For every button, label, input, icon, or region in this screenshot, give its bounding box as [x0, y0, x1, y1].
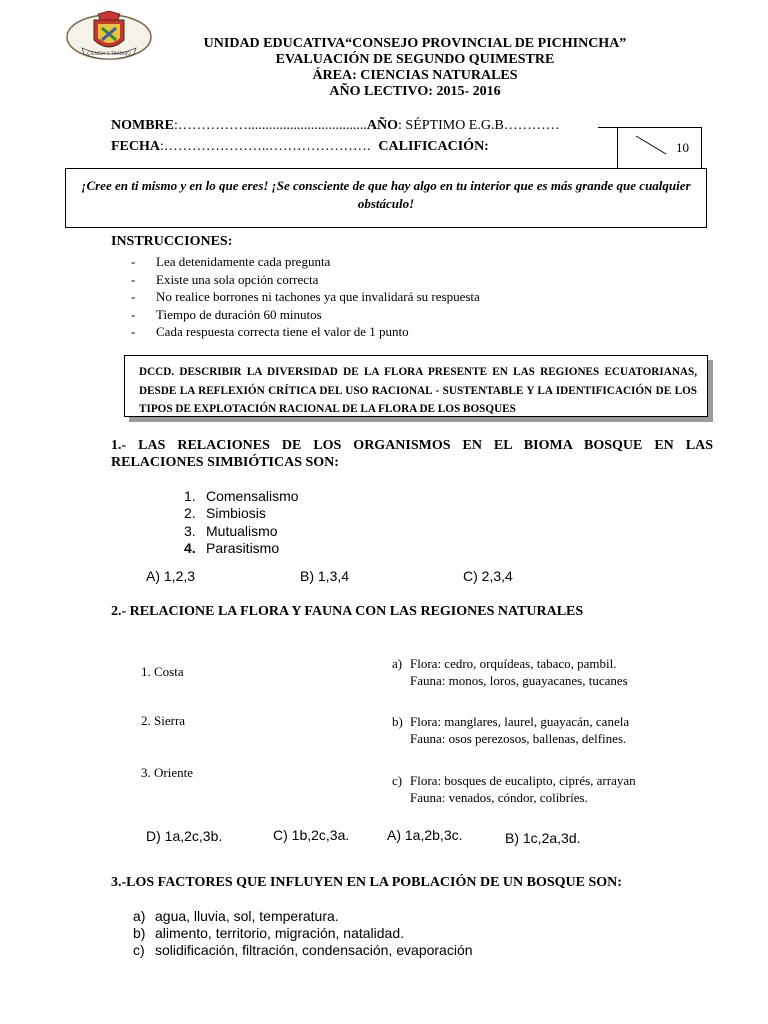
grade-box[interactable] — [617, 127, 702, 169]
question-2-title: 2.- RELACIONE LA FLORA Y FAUNA CON LAS REGIONES NATURALES — [111, 604, 584, 619]
anio-label: AÑO — [366, 118, 399, 133]
instruction-item: - Lea detenidamente cada pregunta — [131, 254, 331, 269]
pair-b: b) Flora: manglares, laurel, guayacán, canela Fauna: osos perezosos, ballenas, delfines. — [392, 714, 630, 746]
evaluation-title: EVALUACIÓN DE SEGUNDO QUIMESTRE — [275, 52, 555, 67]
grade-total: 10 — [676, 140, 689, 155]
region-costa: 1. Costa — [141, 664, 184, 679]
instructions-list — [131, 253, 480, 341]
list-item: 4. Parasitismo — [184, 539, 280, 556]
pair-c: c) Flora: bosques de eucalipto, ciprés, arrayan Fauna: venados, cóndor, colibríes. — [392, 773, 636, 805]
fecha-field[interactable]: :…………………..…………………. — [160, 139, 371, 154]
question-3-items — [133, 908, 473, 959]
school-logo — [64, 10, 154, 62]
calificacion-label: CALIFICACIÓN: — [378, 139, 489, 154]
grade-box-connector — [598, 127, 618, 128]
q2-option-c[interactable]: C) 1b,2c,3a. — [273, 827, 350, 843]
question-1-title: 1.- LAS RELACIONES DE LOS ORGANISMOS EN EL BIOMA BOSQUE EN LAS — [111, 438, 713, 453]
q2-option-b[interactable]: B) 1c,2a,3d. — [505, 830, 581, 846]
logo-ribbon-text: CIENCIA Y TRABAJO — [87, 52, 131, 57]
q1-option-b[interactable]: B) 1,3,4 — [300, 568, 350, 584]
anio-value: : SÉPTIMO E.G.B………… — [398, 118, 560, 133]
school-name: UNIDAD EDUCATIVA“CONSEJO PROVINCIAL DE PICHINCHA” — [203, 36, 627, 51]
pair-a: a) Flora: cedro, orquídeas, tabaco, pambil. Fauna: monos, loros, guayacanes, tucanes — [392, 656, 628, 688]
school-year: AÑO LECTIVO: 2015- 2016 — [329, 84, 501, 99]
list-item: 3. Mutualismo — [184, 522, 278, 539]
area-title: ÁREA: CIENCIAS NATURALES — [312, 68, 518, 83]
list-item: 2. Simbiosis — [184, 505, 266, 522]
q1-option-a[interactable]: A) 1,2,3 — [146, 568, 196, 584]
motivational-quote: ¡Cree en ti mismo y en lo que eres! ¡Se consciente de que hay algo en tu interior que es más grande que cualquier obstáculo! — [81, 178, 691, 211]
region-oriente: 3. Oriente — [141, 765, 193, 780]
q3-option-b[interactable]: b) alimento, territorio, migración, natalidad. — [133, 925, 405, 941]
instruction-item: - Tiempo de duración 60 minutos — [131, 306, 322, 322]
nombre-field[interactable]: :…………….................................. — [174, 118, 367, 133]
nombre-line — [111, 118, 560, 134]
question-1-title-cont: RELACIONES SIMBIÓTICAS SON: — [111, 455, 339, 470]
q2-option-d[interactable]: D) 1a,2c,3b. — [146, 828, 223, 844]
fecha-line — [111, 139, 489, 155]
list-item: 1. Comensalismo — [184, 488, 299, 504]
fecha-label: FECHA — [111, 139, 160, 154]
dccd-text: DCCD. DESCRIBIR LA DIVERSIDAD DE LA FLORA PRESENTE EN LAS REGIONES ECUATORIANAS, DESDE LA REFLEXIÓN CRÍTICA DEL USO RACIONAL - SUSTENTABLE Y LA IDENTIFICACIÓN DE LOS TIPOS DE EXPLOTACIÓN RACIONAL DE LA FLORA DE LOS BOSQUES — [139, 366, 697, 415]
instruction-item: - Cada respuesta correcta tiene el valor de 1 punto — [131, 324, 409, 339]
nombre-label: NOMBRE — [111, 118, 174, 133]
question-3-title: 3.-LOS FACTORES QUE INFLUYEN EN LA POBLACIÓN DE UN BOSQUE SON: — [111, 875, 622, 890]
instructions-title: INSTRUCCIONES: — [111, 234, 233, 249]
document-header — [150, 36, 680, 100]
q3-option-a[interactable]: a) agua, lluvia, sol, temperatura. — [133, 908, 339, 924]
instruction-item: - Existe una sola opción correcta — [131, 271, 319, 287]
question-1-items — [184, 488, 299, 557]
q2-option-a[interactable]: A) 1a,2b,3c. — [387, 827, 463, 843]
region-sierra: 2. Sierra — [141, 713, 186, 728]
instruction-item: - No realice borrones ni tachones ya que invalidará su respuesta — [131, 289, 480, 304]
q1-option-c[interactable]: C) 2,3,4 — [463, 568, 513, 584]
q3-option-c[interactable]: c) solidificación, filtración, condensación, evaporación — [133, 942, 473, 958]
